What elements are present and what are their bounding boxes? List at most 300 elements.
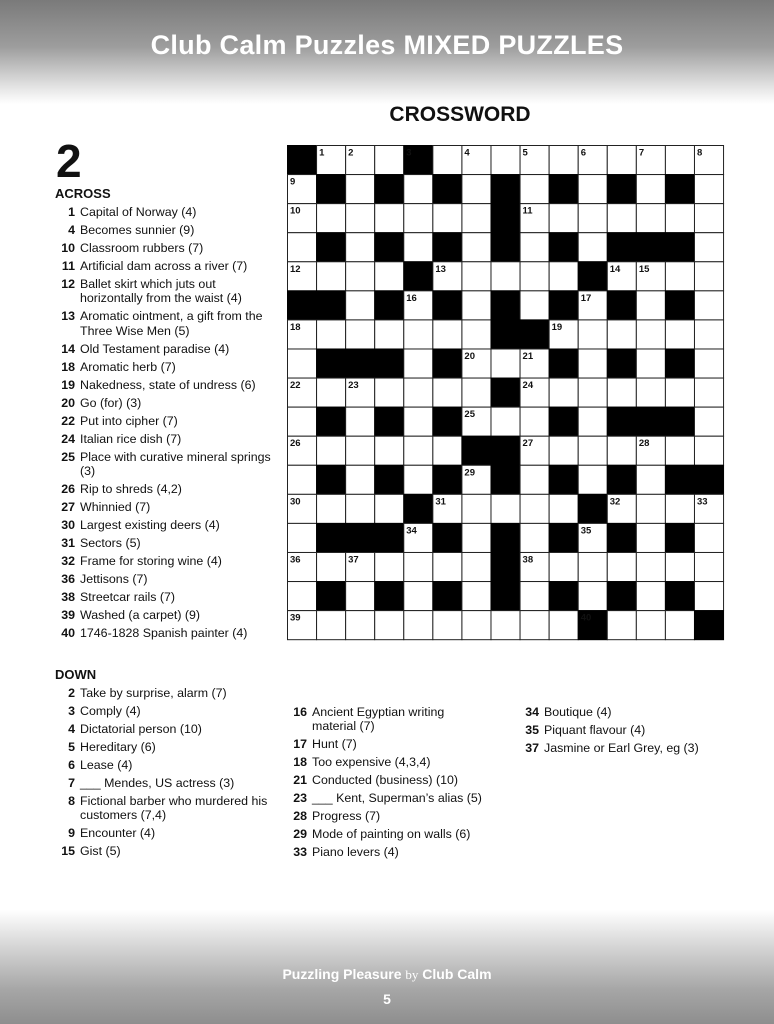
grid-block (549, 407, 578, 436)
grid-block (578, 262, 607, 291)
grid-block (433, 349, 462, 378)
clue-item (55, 414, 275, 428)
grid-cell[interactable] (288, 349, 317, 378)
grid-cell[interactable] (549, 611, 578, 640)
clue-item (287, 705, 487, 733)
grid-block (665, 233, 694, 262)
grid-block (317, 465, 346, 494)
grid-cell[interactable] (520, 523, 549, 552)
footer-brand-b: Club Calm (422, 966, 492, 982)
clue-item (55, 500, 275, 514)
clue-text: Jasmine or Earl Grey, eg (3) (544, 741, 699, 755)
grid-block (520, 320, 549, 349)
grid-cell[interactable] (520, 233, 549, 262)
clue-text: Ballet skirt which juts out horizontally from the waist (4) (80, 277, 242, 306)
grid-cell[interactable] (520, 611, 549, 640)
clue-number: 30 (61, 517, 75, 532)
grid-cell[interactable] (636, 465, 665, 494)
grid-cell[interactable] (607, 611, 636, 640)
grid-cell[interactable] (694, 582, 723, 611)
clue-number: 31 (61, 535, 75, 550)
grid-cell-number: 32 (609, 496, 621, 508)
clue-number: 26 (61, 481, 75, 496)
grid-cell[interactable] (607, 436, 636, 465)
grid-cell-number: 35 (580, 525, 592, 537)
clue-item (287, 737, 487, 751)
clue-number: 21 (293, 773, 307, 788)
grid-cell-number: 33 (696, 496, 708, 508)
grid-block (549, 349, 578, 378)
grid-block (607, 233, 636, 262)
grid-cell[interactable] (578, 233, 607, 262)
clue-item (55, 241, 275, 255)
grid-block (433, 523, 462, 552)
grid-cell[interactable] (433, 378, 462, 407)
grid-cell[interactable] (375, 611, 404, 640)
clue-item (55, 342, 275, 356)
grid-cell-number: 17 (580, 292, 592, 304)
clue-text: Ancient Egyptian writing material (7) (312, 705, 445, 734)
grid-block (491, 552, 520, 581)
clue-item (55, 536, 275, 550)
grid-block (317, 291, 346, 320)
grid-cell[interactable] (375, 320, 404, 349)
clue-item (55, 740, 275, 754)
grid-cell-number: 34 (406, 525, 417, 537)
grid-cell[interactable] (694, 378, 723, 407)
clue-text: Lease (4) (80, 758, 133, 773)
clue-text: Old Testament paradise (4) (80, 341, 230, 356)
clue-item (55, 722, 275, 736)
grid-block (491, 523, 520, 552)
grid-cell[interactable] (665, 320, 694, 349)
grid-cell[interactable] (665, 262, 694, 291)
grid-cell[interactable] (346, 262, 375, 291)
grid-block (317, 349, 346, 378)
clue-item (519, 723, 719, 737)
grid-cell-number: 8 (696, 147, 703, 159)
grid-cell[interactable] (520, 291, 549, 320)
grid-cell-number: 19 (551, 321, 563, 333)
grid-cell[interactable] (694, 291, 723, 320)
clue-number: 22 (61, 413, 75, 428)
grid-cell[interactable] (404, 320, 433, 349)
clue-text: Go (for) (3) (80, 395, 142, 410)
grid-cell[interactable] (433, 320, 462, 349)
clue-item (55, 518, 275, 532)
clue-text: Dictatorial person (10) (80, 722, 202, 737)
grid-cell-number: 26 (290, 438, 301, 450)
clue-number: 2 (68, 686, 75, 701)
clue-number: 36 (61, 571, 75, 586)
grid-cell[interactable] (607, 378, 636, 407)
grid-cell[interactable] (317, 262, 346, 291)
grid-cell[interactable] (636, 523, 665, 552)
grid-cell[interactable] (346, 320, 375, 349)
grid-cell[interactable] (520, 465, 549, 494)
clue-number: 18 (293, 755, 307, 770)
grid-cell[interactable] (491, 262, 520, 291)
clue-number: 15 (61, 844, 75, 859)
clue-text: Italian rice dish (7) (80, 431, 182, 446)
grid-cell[interactable] (520, 262, 549, 291)
grid-cell[interactable] (491, 611, 520, 640)
grid-cell[interactable] (462, 494, 491, 523)
grid-cell-number: 14 (609, 263, 621, 275)
clue-item (55, 450, 275, 478)
grid-cell-number: 4 (464, 147, 470, 159)
grid-cell-number: 13 (435, 263, 446, 275)
grid-cell[interactable] (636, 291, 665, 320)
clue-text: Gist (5) (80, 844, 121, 859)
grid-block (665, 465, 694, 494)
clue-number: 38 (61, 589, 75, 604)
grid-cell[interactable] (694, 523, 723, 552)
grid-cell[interactable] (578, 436, 607, 465)
clue-number: 11 (61, 259, 75, 274)
grid-block (607, 175, 636, 204)
grid-cell[interactable] (404, 378, 433, 407)
grid-cell[interactable] (433, 436, 462, 465)
grid-cell[interactable] (636, 494, 665, 523)
grid-block (607, 523, 636, 552)
grid-cell[interactable] (694, 175, 723, 204)
grid-block (375, 523, 404, 552)
clue-text: Encounter (4) (80, 826, 156, 841)
grid-cell[interactable] (636, 582, 665, 611)
grid-cell[interactable] (288, 523, 317, 552)
grid-cell[interactable] (346, 465, 375, 494)
clue-number: 18 (61, 359, 75, 374)
grid-cell[interactable] (694, 204, 723, 233)
grid-block (491, 436, 520, 465)
grid-cell[interactable] (433, 611, 462, 640)
grid-cell[interactable] (462, 262, 491, 291)
grid-cell[interactable] (317, 552, 346, 581)
clue-number: 16 (293, 705, 307, 719)
clue-text: ___ Mendes, US actress (3) (80, 776, 235, 791)
grid-cell[interactable] (375, 146, 404, 175)
clue-item (55, 704, 275, 718)
grid-cell[interactable] (549, 494, 578, 523)
grid-cell[interactable] (288, 233, 317, 262)
grid-cell[interactable] (607, 204, 636, 233)
clue-text: Fictional barber who murdered his customers (7,4) (80, 794, 268, 823)
grid-cell-number: 27 (522, 438, 534, 450)
clue-text: Too expensive (4,3,4) (312, 755, 431, 770)
grid-block (636, 233, 665, 262)
grid-cell[interactable] (317, 611, 346, 640)
grid-cell[interactable] (694, 233, 723, 262)
grid-cell[interactable] (578, 552, 607, 581)
grid-cell[interactable] (549, 146, 578, 175)
grid-block (288, 291, 317, 320)
clue-text: Nakedness, state of undress (6) (80, 377, 256, 392)
clue-item (287, 791, 487, 805)
grid-cell[interactable] (462, 291, 491, 320)
grid-cell[interactable] (404, 349, 433, 378)
grid-cell-number: 31 (435, 496, 446, 508)
grid-cell-number: 22 (290, 380, 301, 392)
grid-cell[interactable] (462, 320, 491, 349)
clue-number: 37 (525, 741, 539, 755)
grid-cell[interactable] (549, 378, 578, 407)
grid-cell[interactable] (288, 465, 317, 494)
grid-cell[interactable] (520, 407, 549, 436)
grid-cell-number: 25 (464, 409, 475, 421)
grid-cell[interactable] (549, 436, 578, 465)
grid-cell[interactable] (549, 552, 578, 581)
grid-cell[interactable] (636, 320, 665, 349)
clue-number: 7 (68, 776, 75, 791)
grid-block (491, 175, 520, 204)
grid-block (317, 582, 346, 611)
grid-cell[interactable] (578, 175, 607, 204)
grid-cell[interactable] (549, 204, 578, 233)
grid-block (607, 349, 636, 378)
grid-cell[interactable] (491, 494, 520, 523)
clue-number: 35 (525, 723, 539, 737)
grid-cell[interactable] (317, 320, 346, 349)
grid-block (665, 407, 694, 436)
grid-cell[interactable] (288, 407, 317, 436)
grid-cell[interactable] (694, 320, 723, 349)
grid-cell[interactable] (636, 378, 665, 407)
section-title: CROSSWORD (389, 103, 531, 126)
grid-block (491, 378, 520, 407)
grid-cell[interactable] (317, 204, 346, 233)
grid-cell[interactable] (375, 262, 404, 291)
grid-cell[interactable] (578, 349, 607, 378)
clue-number: 39 (61, 607, 75, 622)
grid-cell[interactable] (578, 320, 607, 349)
grid-cell[interactable] (607, 320, 636, 349)
puzzle-number: 2 (56, 135, 82, 187)
grid-cell[interactable] (549, 262, 578, 291)
grid-cell[interactable] (462, 582, 491, 611)
grid-cell[interactable] (462, 378, 491, 407)
grid-cell-number: 2 (348, 147, 354, 159)
header-title: Club Calm Puzzles MIXED PUZZLES (150, 30, 624, 60)
grid-cell[interactable] (491, 407, 520, 436)
grid-cell-number: 38 (522, 554, 534, 566)
grid-cell[interactable] (665, 378, 694, 407)
grid-cell[interactable] (404, 407, 433, 436)
grid-cell[interactable] (375, 552, 404, 581)
grid-cell[interactable] (433, 146, 462, 175)
grid-block (607, 291, 636, 320)
grid-block (665, 523, 694, 552)
grid-block (346, 523, 375, 552)
grid-cell[interactable] (462, 611, 491, 640)
clue-number: 1 (68, 205, 75, 220)
grid-block (346, 349, 375, 378)
grid-cell[interactable] (636, 204, 665, 233)
grid-cell[interactable] (665, 552, 694, 581)
grid-cell-number: 12 (290, 263, 301, 275)
grid-cell[interactable] (346, 407, 375, 436)
grid-cell-number: 16 (406, 292, 417, 304)
grid-cell[interactable] (404, 611, 433, 640)
grid-cell[interactable] (578, 465, 607, 494)
grid-cell[interactable] (636, 611, 665, 640)
grid-cell[interactable] (433, 552, 462, 581)
grid-cell[interactable] (346, 494, 375, 523)
grid-cell[interactable] (375, 494, 404, 523)
clue-text: Aromatic herb (7) (80, 359, 176, 374)
grid-cell[interactable] (636, 349, 665, 378)
grid-cell[interactable] (636, 552, 665, 581)
grid-cell-number: 40 (580, 612, 592, 624)
clue-text: Hunt (7) (312, 737, 357, 752)
grid-cell[interactable] (317, 494, 346, 523)
grid-cell[interactable] (462, 175, 491, 204)
clue-text: Capital of Norway (4) (80, 205, 197, 220)
clue-number: 33 (293, 845, 307, 860)
grid-cell[interactable] (636, 175, 665, 204)
grid-cell[interactable] (346, 204, 375, 233)
grid-cell[interactable] (491, 349, 520, 378)
clue-text: Comply (4) (80, 704, 141, 719)
clue-number: 27 (61, 499, 75, 514)
grid-block (433, 291, 462, 320)
grid-cell[interactable] (404, 204, 433, 233)
grid-cell[interactable] (578, 407, 607, 436)
clue-text: Whinnied (7) (80, 499, 151, 514)
clue-number: 4 (68, 223, 75, 238)
grid-cell[interactable] (665, 611, 694, 640)
grid-cell-number: 29 (464, 467, 475, 479)
clue-item (55, 205, 275, 219)
grid-block (433, 175, 462, 204)
grid-cell[interactable] (462, 204, 491, 233)
grid-cell[interactable] (404, 233, 433, 262)
grid-cell[interactable] (317, 436, 346, 465)
clue-item (55, 223, 275, 237)
grid-block (578, 494, 607, 523)
grid-block (607, 407, 636, 436)
clue-number: 29 (293, 827, 307, 842)
grid-block (549, 233, 578, 262)
grid-cell[interactable] (578, 582, 607, 611)
grid-block (462, 436, 491, 465)
clue-text: ___ Kent, Superman’s alias (5) (312, 791, 482, 806)
grid-cell[interactable] (346, 582, 375, 611)
grid-cell[interactable] (375, 204, 404, 233)
grid-cell[interactable] (404, 552, 433, 581)
clue-item (55, 309, 275, 337)
grid-cell-number: 5 (522, 147, 528, 159)
grid-cell[interactable] (520, 175, 549, 204)
grid-block (607, 465, 636, 494)
clue-item (55, 686, 275, 700)
grid-cell[interactable] (317, 378, 346, 407)
grid-cell[interactable] (375, 436, 404, 465)
clue-text: Mode of painting on walls (6) (312, 827, 471, 842)
grid-cell[interactable] (694, 436, 723, 465)
grid-block (491, 582, 520, 611)
grid-cell[interactable] (578, 378, 607, 407)
grid-cell[interactable] (578, 204, 607, 233)
clue-item (55, 776, 275, 790)
grid-cell[interactable] (665, 204, 694, 233)
clue-number: 14 (61, 341, 75, 356)
grid-cell[interactable] (346, 611, 375, 640)
clue-number: 34 (525, 705, 539, 719)
clue-item (55, 378, 275, 392)
grid-cell[interactable] (346, 175, 375, 204)
grid-cell[interactable] (607, 146, 636, 175)
clue-item (519, 705, 719, 719)
clue-item (287, 809, 487, 823)
grid-block (433, 465, 462, 494)
grid-cell[interactable] (665, 146, 694, 175)
grid-block (665, 349, 694, 378)
grid-cell[interactable] (665, 436, 694, 465)
grid-cell-number: 3 (406, 147, 412, 159)
clue-item (55, 844, 275, 858)
clue-text: Place with curative mineral springs (3) (80, 449, 271, 478)
grid-block (404, 262, 433, 291)
grid-block (549, 523, 578, 552)
clue-item (287, 845, 487, 859)
grid-cell[interactable] (346, 233, 375, 262)
grid-block (433, 407, 462, 436)
clue-item (55, 277, 275, 305)
grid-cell-number: 6 (580, 147, 586, 159)
grid-cell[interactable] (520, 582, 549, 611)
grid-cell[interactable] (520, 494, 549, 523)
grid-cell[interactable] (665, 494, 694, 523)
grid-cell[interactable] (404, 465, 433, 494)
clue-number: 40 (61, 625, 75, 640)
grid-cell[interactable] (433, 204, 462, 233)
grid-cell[interactable] (404, 436, 433, 465)
grid-cell[interactable] (607, 552, 636, 581)
down-clues-column-2 (287, 705, 487, 863)
grid-cell[interactable] (694, 349, 723, 378)
crossword-grid[interactable] (287, 145, 725, 642)
clue-item (55, 626, 275, 640)
grid-block (491, 320, 520, 349)
grid-cell-number: 28 (638, 438, 650, 450)
grid-cell[interactable] (462, 523, 491, 552)
grid-cell[interactable] (462, 233, 491, 262)
clue-number: 9 (68, 826, 75, 841)
grid-cell[interactable] (694, 552, 723, 581)
clue-number: 19 (61, 377, 75, 392)
grid-block (375, 349, 404, 378)
clue-number: 23 (293, 791, 307, 806)
grid-block (404, 494, 433, 523)
grid-cell-number: 7 (638, 147, 645, 159)
grid-cell[interactable] (694, 262, 723, 291)
grid-cell[interactable] (491, 146, 520, 175)
grid-block (317, 175, 346, 204)
clue-number: 32 (61, 553, 75, 568)
grid-cell[interactable] (346, 291, 375, 320)
grid-cell[interactable] (404, 175, 433, 204)
grid-cell[interactable] (375, 378, 404, 407)
grid-cell[interactable] (346, 436, 375, 465)
grid-cell[interactable] (404, 582, 433, 611)
grid-cell[interactable] (694, 407, 723, 436)
grid-cell[interactable] (288, 582, 317, 611)
grid-cell[interactable] (462, 552, 491, 581)
grid-block (491, 233, 520, 262)
clue-text: Hereditary (6) (80, 740, 156, 755)
grid-block (607, 582, 636, 611)
